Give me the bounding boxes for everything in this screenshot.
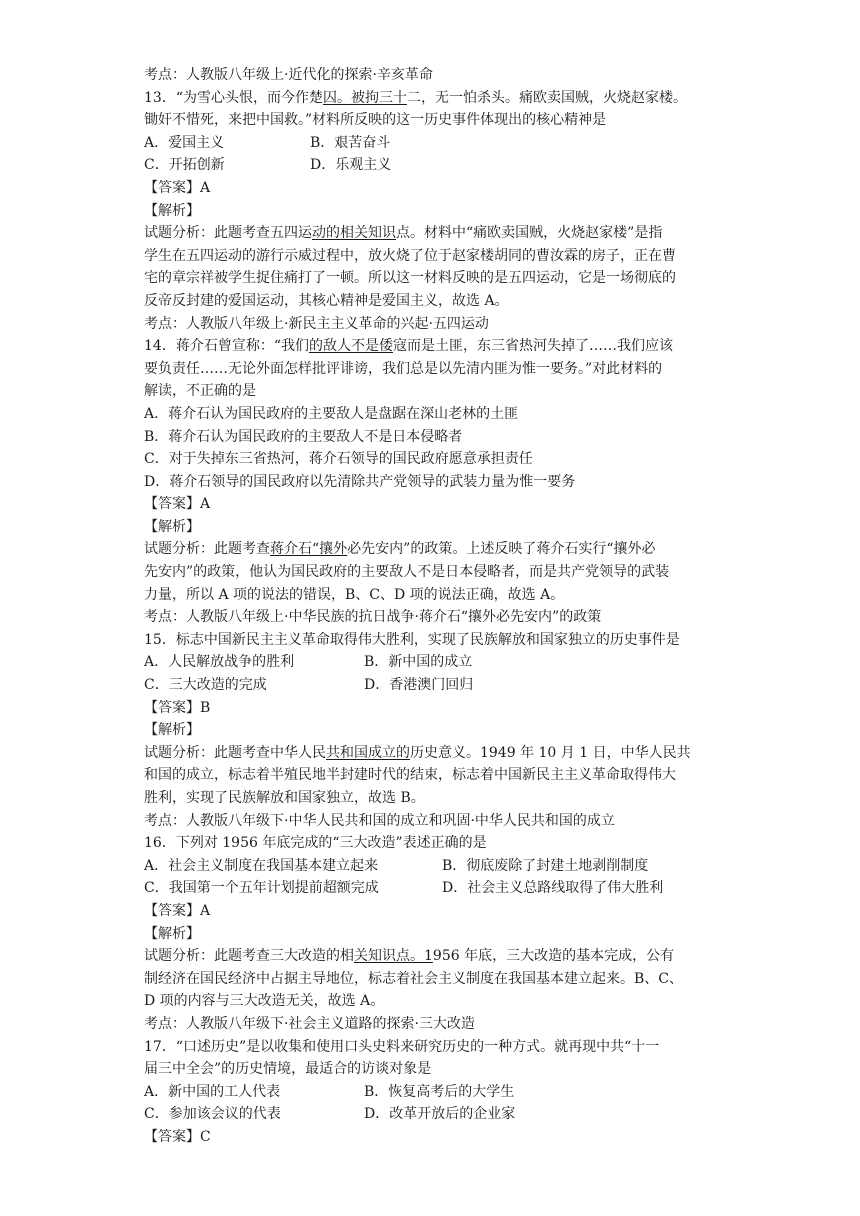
answer-line: 【答案】A <box>144 179 211 196</box>
text-line: 先安内”的政策，他认为国民政府的主要敌人不是日本侵略者，而是共产党领导的武装 <box>144 564 670 581</box>
text-line: 要负责任……无论外面怎样批评诽谤，我们总是以先清内匪为惟一要务。”对此材料的 <box>144 360 663 377</box>
underlined-text: 囚。被拘三十 <box>322 89 407 106</box>
text-span: 试题分析：此题考查中华人民 <box>144 744 326 761</box>
text-line: 学生在五四运动的游行示威过程中，放火烧了位于赵家楼胡同的曹汝霖的房子，正在曹 <box>144 247 676 264</box>
options-row <box>144 1081 724 1104</box>
options-row <box>144 674 724 697</box>
option-right: D．改革开放后的企业家 <box>364 1106 516 1123</box>
kaodian-line: 考点：人教版八年级下·中华人民共和国的成立和巩固·中华人民共和国的成立 <box>144 812 615 829</box>
option-right: D．香港澳门回归 <box>364 677 474 694</box>
option-left: C．三大改造的完成 <box>144 677 267 694</box>
option-right: B．恢复高考后的大学生 <box>364 1083 515 1100</box>
jiexi-heading: 【解析】 <box>144 202 200 219</box>
underlined-text: 共和国成立的 <box>326 744 410 761</box>
text-span: 试题分析：此题考查三大改造的相 <box>144 948 354 965</box>
jiexi-heading: 【解析】 <box>144 722 200 739</box>
text-span: 试题分析：此题考查五四运 <box>144 225 312 242</box>
underlined-text: 关知识点。1 <box>354 948 433 965</box>
options-row <box>144 132 724 155</box>
text-line: 和国的成立，标志着半殖民地半封建时代的结束，标志着中国新民主主义革命取得伟大 <box>144 767 676 784</box>
option-right: D．乐观主义 <box>310 157 392 174</box>
answer-line: 【答案】A <box>144 496 211 513</box>
option-left: A．爱国主义 <box>144 134 225 151</box>
text-line: 17．“口述历史”是以收集和使用口头史料来研究历史的一种方式。就再现中共“十一 <box>144 1038 660 1055</box>
question-line <box>144 87 724 110</box>
analysis-line <box>144 538 724 561</box>
underlined-text: 蒋介石“攘外 <box>270 541 348 558</box>
kaodian-line: 考点：人教版八年级上·中华民族的抗日战争·蒋介石“攘外必先安内”的政策 <box>144 609 602 626</box>
option-right: B．彻底废除了封建土地剥削制度 <box>442 857 649 874</box>
jiexi-heading: 【解析】 <box>144 518 200 535</box>
text-line: 届三中全会”的历史情境，最适合的访谈对象是 <box>144 1061 432 1078</box>
text-line: 制经济在国民经济中占据主导地位，标志着社会主义制度在我国基本建立起来。B、C、 <box>144 970 683 987</box>
answer-line: 【答案】B <box>144 699 211 716</box>
option-left: C．参加该会议的代表 <box>144 1106 281 1123</box>
text-span: 13．“为雪心头恨，而今作楚 <box>144 89 323 106</box>
option-left: C．我国第一个五年计划提前超额完成 <box>144 880 379 897</box>
text-line: 宅的章宗祥被学生捉住痛打了一顿。所以这一材料反映的是五四运动，它是一场彻底的 <box>144 270 676 287</box>
text-line: 力量，所以 A 项的说法的错误，B、C、D 项的说法正确，故选 A。 <box>144 586 565 603</box>
text-span: 试题分析：此题考查 <box>144 541 270 558</box>
option-left: A．人民解放战争的胜利 <box>144 654 295 671</box>
kaodian-line: 考点：人教版八年级上·近代化的探索·辛亥革命 <box>144 67 433 83</box>
analysis-line <box>144 742 724 765</box>
options-row <box>144 855 724 878</box>
question-line <box>144 335 724 358</box>
option-left: A．社会主义制度在我国基本建立起来 <box>144 857 379 874</box>
text-line: A．蒋介石认为国民政府的主要敌人是盘踞在深山老林的土匪 <box>144 405 519 422</box>
text-line: D．蒋介石领导的国民政府以先清除共产党领导的武装力量为惟一要务 <box>144 473 576 490</box>
text-line: B．蒋介石认为国民政府的主要敌人不是日本侵略者 <box>144 428 463 445</box>
option-right: D．社会主义总路线取得了伟大胜利 <box>442 880 664 897</box>
answer-line: 【答案】A <box>144 902 211 919</box>
answer-line: 【答案】C <box>144 1128 211 1145</box>
text-line: C．对于失掉东三省热河，蒋介石领导的国民政府愿意承担责任 <box>144 451 533 468</box>
text-span: 956 年底，三大改造的基本完成，公有 <box>432 948 675 965</box>
analysis-line <box>144 945 724 968</box>
option-right: B．艰苦奋斗 <box>310 134 391 151</box>
text-span: 14．蒋介石曾宣称：“我们 <box>144 338 309 355</box>
text-line: 16．下列对 1956 年底完成的“三大改造”表述正确的是 <box>144 835 487 852</box>
text-line: 锄奸不惜死，来把中国救。”材料所反映的这一历史事件体现出的核心精神是 <box>144 112 607 129</box>
text-line: 反帝反封建的爱国运动，其核心精神是爱国主义，故选 A。 <box>144 292 509 309</box>
option-left: A．新中国的工人代表 <box>144 1083 281 1100</box>
analysis-line <box>144 222 724 245</box>
underlined-text: 动的相关知识 <box>312 225 396 242</box>
text-line: 15．标志中国新民主主义革命取得伟大胜利，实现了民族解放和国家独立的历史事件是 <box>144 631 680 648</box>
options-row <box>144 154 724 177</box>
jiexi-heading: 【解析】 <box>144 925 200 942</box>
option-right: B．新中国的成立 <box>364 654 473 671</box>
text-span: 必先安内”的政策。上述反映了蒋介石实行“攘外必 <box>347 541 656 558</box>
kaodian-line: 考点：人教版八年级下·社会主义道路的探索·三大改造 <box>144 1015 475 1032</box>
options-row <box>144 651 724 674</box>
text-line: 胜利，实现了民族解放和国家独立，故选 B。 <box>144 790 425 806</box>
text-span: 历史意义。1949 年 10 月 1 日，中华人民共 <box>410 744 691 761</box>
text-line: D 项的内容与三大改造无关，故选 A。 <box>144 993 385 1010</box>
underlined-text: 的敌人不是倭 <box>308 338 393 355</box>
kaodian-line: 考点：人教版八年级上·新民主主义革命的兴起·五四运动 <box>144 315 489 332</box>
text-line: 解读，不正确的是 <box>144 383 256 400</box>
document-page <box>144 64 724 1149</box>
text-span: 二，无一怕杀头。痛欧卖国贼，火烧赵家楼。 <box>406 89 687 106</box>
options-row <box>144 877 724 900</box>
text-span: 点。材料中“痛欧卖国贼，火烧赵家楼”是指 <box>396 225 663 242</box>
options-row <box>144 1103 724 1126</box>
option-left: C．开拓创新 <box>144 157 225 174</box>
text-span: 寇而是土匪，东三省热河失掉了……我们应该 <box>392 338 673 355</box>
